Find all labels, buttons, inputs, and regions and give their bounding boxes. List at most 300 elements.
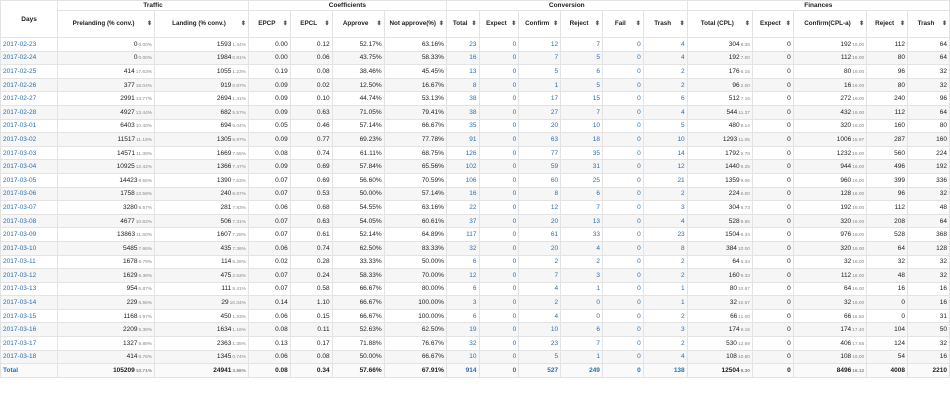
conv-confirm-cell[interactable] [519, 201, 561, 215]
day-link[interactable]: 2017-03-03 [3, 149, 37, 157]
conv-expect-cell[interactable] [479, 309, 519, 323]
conv-reject-cell[interactable] [561, 119, 603, 133]
sort-icon[interactable]: ⬍ [282, 21, 288, 27]
sort-icon[interactable]: ⬍ [859, 21, 865, 27]
sub-value: 17.40 [852, 328, 865, 334]
day-link[interactable]: 2017-03-16 [3, 326, 37, 334]
conv-fail-cell[interactable] [602, 92, 643, 106]
conv-total-cell[interactable] [446, 337, 479, 351]
conv-expect-cell[interactable] [479, 350, 519, 364]
conv-total-cell[interactable] [446, 133, 479, 147]
conv-trash-cell[interactable] [643, 337, 687, 351]
conv-confirm-cell[interactable] [519, 173, 561, 187]
day-link[interactable]: 2017-03-01 [3, 122, 37, 130]
value: 4 [681, 108, 685, 116]
value: 304 [728, 203, 740, 211]
sub-value: 9.14 [740, 124, 750, 130]
conv-total-cell[interactable] [446, 105, 479, 119]
conv-trash-cell[interactable] [643, 133, 687, 147]
conv-trash-cell[interactable] [643, 146, 687, 160]
day-link[interactable]: 2017-02-24 [3, 54, 37, 62]
col-reject[interactable]: Reject ⬍ [561, 11, 603, 38]
col-expect[interactable]: Expect ⬍ [479, 11, 519, 38]
day-link[interactable]: 2017-03-12 [3, 271, 37, 279]
conv-reject-cell[interactable] [561, 146, 603, 160]
fin-expect-cell [752, 255, 793, 269]
conv-total-cell[interactable] [446, 282, 479, 296]
conv-expect-cell[interactable] [479, 269, 519, 283]
conv-expect-cell[interactable] [479, 201, 519, 215]
col-epcp[interactable]: EPCP ⬍ [248, 11, 290, 38]
value: 0.14 [275, 299, 288, 307]
day-cell[interactable] [1, 119, 58, 133]
conv-fail-cell[interactable] [602, 255, 643, 269]
day-cell[interactable] [1, 309, 58, 323]
value: 0.63 [316, 217, 330, 225]
conv-reject-cell[interactable] [561, 187, 603, 201]
day-cell[interactable] [1, 51, 58, 65]
conv-reject-cell[interactable] [561, 51, 603, 65]
day-link[interactable]: 2017-03-06 [3, 190, 37, 198]
conv-trash-cell[interactable] [643, 296, 687, 310]
conv-fail-cell[interactable] [602, 51, 643, 65]
day-cell[interactable] [1, 228, 58, 242]
day-link[interactable]: 2017-03-07 [3, 203, 37, 211]
conv-reject-cell[interactable] [561, 323, 603, 337]
fin-expect-cell [752, 160, 793, 174]
conv-fail-cell[interactable] [602, 160, 643, 174]
col-not-approve[interactable]: Not approve(%) ⬍ [384, 11, 446, 38]
conv-trash-cell[interactable] [643, 160, 687, 174]
day-cell[interactable] [1, 38, 58, 52]
conv-fail-cell[interactable] [602, 364, 643, 378]
conv-total-cell[interactable] [446, 160, 479, 174]
value: 5 [554, 353, 559, 361]
col-epcl[interactable]: EPCL ⬍ [290, 11, 332, 38]
day-link[interactable]: 2017-03-04 [3, 163, 37, 171]
conv-expect-cell[interactable] [479, 364, 519, 378]
conv-trash-cell[interactable] [643, 173, 687, 187]
conv-confirm-cell[interactable] [519, 323, 561, 337]
conv-reject-cell[interactable] [561, 65, 603, 79]
conv-trash-cell[interactable] [643, 65, 687, 79]
conv-reject-cell[interactable] [561, 228, 603, 242]
days-header[interactable]: Days [1, 1, 58, 38]
conv-total-cell[interactable] [446, 350, 479, 364]
conv-confirm-cell[interactable] [519, 78, 561, 92]
conv-total-cell[interactable] [446, 323, 479, 337]
conv-fail-cell[interactable] [602, 133, 643, 147]
conv-expect-cell[interactable] [479, 255, 519, 269]
day-link[interactable]: 2017-02-25 [3, 67, 37, 75]
sort-icon[interactable]: ⬍ [438, 21, 444, 27]
conv-expect-cell[interactable] [479, 146, 519, 160]
conv-total-cell[interactable] [446, 38, 479, 52]
conv-fail-cell[interactable] [602, 323, 643, 337]
conv-confirm-cell[interactable] [519, 228, 561, 242]
conv-expect-cell[interactable] [479, 133, 519, 147]
col-fin-total[interactable]: Total (CPL) ⬍ [687, 11, 752, 38]
conv-expect-cell[interactable] [479, 228, 519, 242]
conv-reject-cell[interactable] [561, 133, 603, 147]
not-approve-cell [384, 241, 446, 255]
sort-icon[interactable]: ⬍ [511, 21, 517, 27]
col-trash[interactable]: Trash ⬍ [643, 11, 687, 38]
value: 1 [681, 299, 685, 307]
day-cell[interactable] [1, 105, 58, 119]
conv-fail-cell[interactable] [602, 350, 643, 364]
col-landing[interactable]: Landing (% conv.) ⬍ [155, 11, 249, 38]
conv-trash-cell[interactable] [643, 105, 687, 119]
day-link[interactable]: 2017-03-11 [3, 258, 36, 266]
conv-confirm-cell[interactable] [519, 241, 561, 255]
conv-fail-cell[interactable] [602, 65, 643, 79]
day-cell[interactable] [1, 241, 58, 255]
conv-confirm-cell[interactable] [519, 296, 561, 310]
day-cell[interactable] [1, 173, 58, 187]
conv-fail-cell[interactable] [602, 282, 643, 296]
approve-cell [332, 160, 384, 174]
sort-icon[interactable]: ⬍ [785, 21, 791, 27]
col-confirm[interactable]: Confirm ⬍ [519, 11, 561, 38]
sort-icon[interactable]: ⬍ [147, 21, 153, 27]
day-link[interactable]: 2017-03-08 [3, 217, 37, 225]
value: 79.41% [421, 108, 444, 116]
conv-confirm-cell[interactable] [519, 337, 561, 351]
conv-fail-cell[interactable] [602, 201, 643, 215]
conv-confirm-cell[interactable] [519, 269, 561, 283]
day-link[interactable]: 2017-03-14 [3, 299, 37, 307]
epcl-cell [290, 160, 332, 174]
day-cell[interactable] [1, 282, 58, 296]
conv-confirm-cell[interactable] [519, 133, 561, 147]
sub-value: 8.73 [740, 205, 750, 211]
value: 64 [939, 40, 947, 48]
conv-trash-cell[interactable] [643, 38, 687, 52]
conv-total-cell[interactable] [446, 201, 479, 215]
conv-trash-cell[interactable] [643, 309, 687, 323]
day-cell[interactable] [1, 214, 58, 228]
conv-trash-cell[interactable] [643, 228, 687, 242]
col-fin-reject[interactable]: Reject ⬍ [867, 11, 908, 38]
day-link[interactable]: 2017-02-28 [3, 108, 37, 116]
value: 0.28 [316, 258, 330, 266]
conv-expect-cell[interactable] [479, 323, 519, 337]
conv-reject-cell[interactable] [561, 337, 603, 351]
epcp-cell [248, 38, 290, 52]
day-link[interactable]: 2017-03-15 [3, 312, 37, 320]
sort-icon[interactable]: ⬍ [324, 21, 330, 27]
conv-total-cell[interactable] [446, 364, 479, 378]
day-cell[interactable] [1, 187, 58, 201]
conv-expect-cell[interactable] [479, 187, 519, 201]
conv-reject-cell[interactable] [561, 282, 603, 296]
day-link[interactable]: 2017-03-18 [3, 353, 37, 361]
conv-confirm-cell[interactable] [519, 51, 561, 65]
sub-value: 3.66% [232, 369, 246, 375]
conv-confirm-cell[interactable] [519, 364, 561, 378]
conv-total-cell[interactable] [446, 255, 479, 269]
value: 4 [596, 244, 600, 252]
conv-confirm-cell[interactable] [519, 214, 561, 228]
conv-reject-cell[interactable] [561, 214, 603, 228]
fin-reject-cell [867, 364, 908, 378]
value: 52.17% [359, 40, 382, 48]
conv-trash-cell[interactable] [643, 323, 687, 337]
fin-expect-cell [752, 337, 793, 351]
sort-icon[interactable]: ⬍ [594, 21, 600, 27]
conv-expect-cell[interactable] [479, 51, 519, 65]
day-cell[interactable] [1, 269, 58, 283]
sort-icon[interactable]: ⬍ [471, 21, 477, 27]
conv-confirm-cell[interactable] [519, 350, 561, 364]
conv-reject-cell[interactable] [561, 255, 603, 269]
conv-fail-cell[interactable] [602, 241, 643, 255]
value: 0 [637, 367, 641, 375]
day-link[interactable]: 2017-02-26 [3, 81, 37, 89]
conv-expect-cell[interactable] [479, 92, 519, 106]
col-fin-expect[interactable]: Expect ⬍ [752, 11, 793, 38]
col-approve[interactable]: Approve ⬍ [332, 11, 384, 38]
fin-trash-cell [908, 173, 950, 187]
conv-total-cell[interactable] [446, 51, 479, 65]
fin-reject-cell [867, 146, 908, 160]
conv-expect-cell[interactable] [479, 65, 519, 79]
value: 414 [123, 67, 135, 75]
day-cell[interactable] [1, 255, 58, 269]
day-cell[interactable] [1, 146, 58, 160]
day-cell[interactable] [1, 160, 58, 174]
sort-icon[interactable]: ⬍ [376, 21, 382, 27]
conv-expect-cell[interactable] [479, 296, 519, 310]
conv-trash-cell[interactable] [643, 255, 687, 269]
day-link[interactable]: 2017-03-02 [3, 135, 37, 143]
conv-confirm-cell[interactable] [519, 119, 561, 133]
conv-trash-cell[interactable] [643, 187, 687, 201]
conv-total-cell[interactable] [446, 119, 479, 133]
value: 192 [840, 40, 852, 48]
conv-reject-cell[interactable] [561, 364, 603, 378]
value: 496 [894, 163, 905, 171]
conv-fail-cell[interactable] [602, 309, 643, 323]
sort-icon[interactable]: ⬍ [240, 21, 246, 27]
sub-value: 9.78 [740, 151, 750, 157]
conv-confirm-cell[interactable] [519, 160, 561, 174]
day-link[interactable]: 2017-03-13 [3, 285, 37, 293]
conv-confirm-cell[interactable] [519, 282, 561, 296]
conv-fail-cell[interactable] [602, 78, 643, 92]
value: 15 [592, 95, 600, 103]
epcl-cell [290, 214, 332, 228]
conv-fail-cell[interactable] [602, 296, 643, 310]
value: 2 [681, 81, 685, 89]
conv-total-cell[interactable] [446, 92, 479, 106]
conv-expect-cell[interactable] [479, 160, 519, 174]
day-cell[interactable] [1, 323, 58, 337]
conv-trash-cell[interactable] [643, 364, 687, 378]
value: 1345 [216, 353, 232, 361]
conv-reject-cell[interactable] [561, 269, 603, 283]
conv-trash-cell[interactable] [643, 241, 687, 255]
conv-fail-cell[interactable] [602, 119, 643, 133]
col-fin-trash[interactable]: Trash ⬍ [908, 11, 950, 38]
fin-confirm-cell [793, 228, 866, 242]
not-approve-cell [384, 119, 446, 133]
conv-reject-cell[interactable] [561, 309, 603, 323]
conv-total-cell[interactable] [446, 187, 479, 201]
conv-expect-cell[interactable] [479, 38, 519, 52]
conv-total-cell[interactable] [446, 173, 479, 187]
conv-trash-cell[interactable] [643, 51, 687, 65]
sort-icon[interactable]: ⬍ [941, 21, 947, 27]
day-cell[interactable] [1, 65, 58, 79]
conv-expect-cell[interactable] [479, 105, 519, 119]
conv-fail-cell[interactable] [602, 228, 643, 242]
conv-total-cell[interactable] [446, 214, 479, 228]
day-cell[interactable] [1, 337, 58, 351]
value: 102 [465, 163, 477, 171]
sort-icon[interactable]: ⬍ [553, 21, 559, 27]
conv-reject-cell[interactable] [561, 160, 603, 174]
conv-reject-cell[interactable] [561, 173, 603, 187]
conv-reject-cell[interactable] [561, 241, 603, 255]
conv-trash-cell[interactable] [643, 201, 687, 215]
value: 32 [939, 190, 947, 198]
fin-total-cell [687, 78, 752, 92]
conv-reject-cell[interactable] [561, 105, 603, 119]
day-link[interactable]: 2017-02-27 [3, 95, 37, 103]
day-link[interactable]: 2017-02-23 [3, 40, 37, 48]
conv-expect-cell[interactable] [479, 119, 519, 133]
day-link[interactable]: 2017-03-09 [3, 231, 37, 239]
sort-icon[interactable]: ⬍ [744, 21, 750, 27]
conv-expect-cell[interactable] [479, 241, 519, 255]
day-cell[interactable] [1, 201, 58, 215]
value: 10 [592, 122, 600, 130]
conv-reject-cell[interactable] [561, 92, 603, 106]
conv-expect-cell[interactable] [479, 214, 519, 228]
conv-fail-cell[interactable] [602, 173, 643, 187]
value: 1440 [725, 163, 740, 171]
value: 0 [637, 244, 641, 252]
fin-confirm-cell [793, 282, 866, 296]
conv-trash-cell[interactable] [643, 78, 687, 92]
value: 0 [787, 108, 791, 116]
value: 0 [787, 122, 791, 130]
day-link[interactable]: 2017-03-05 [3, 176, 37, 184]
conv-fail-cell[interactable] [602, 269, 643, 283]
sort-icon[interactable]: ⬍ [899, 21, 905, 27]
fin-confirm-cell [793, 269, 866, 283]
col-prelanding[interactable]: Prelanding (% conv.) ⬍ [58, 11, 155, 38]
conv-confirm-cell[interactable] [519, 187, 561, 201]
conv-fail-cell[interactable] [602, 105, 643, 119]
sort-icon[interactable]: ⬍ [679, 21, 685, 27]
conv-trash-cell[interactable] [643, 214, 687, 228]
conv-confirm-cell[interactable] [519, 309, 561, 323]
conv-fail-cell[interactable] [602, 214, 643, 228]
value: 32 [939, 81, 947, 89]
value: 304 [728, 40, 740, 48]
value: 1984 [216, 54, 232, 62]
conv-fail-cell[interactable] [602, 146, 643, 160]
conv-total-cell[interactable] [446, 78, 479, 92]
conv-expect-cell[interactable] [479, 78, 519, 92]
value: 0 [637, 271, 641, 279]
epcp-cell [248, 337, 290, 351]
conv-reject-cell[interactable] [561, 201, 603, 215]
conv-fail-cell[interactable] [602, 38, 643, 52]
conv-fail-cell[interactable] [602, 337, 643, 351]
column-header-row [1, 11, 950, 38]
prelanding-cell [58, 146, 155, 160]
conv-reject-cell[interactable] [561, 38, 603, 52]
conv-confirm-cell[interactable] [519, 105, 561, 119]
day-cell[interactable] [1, 92, 58, 106]
col-fin-confirm[interactable]: Confirm(CPL-a) ⬍ [793, 11, 866, 38]
conv-expect-cell[interactable] [479, 173, 519, 187]
col-total[interactable]: Total ⬍ [446, 11, 479, 38]
fin-reject-cell [867, 282, 908, 296]
day-cell[interactable] [1, 296, 58, 310]
value: 0 [637, 135, 641, 143]
value: 0.09 [275, 163, 288, 171]
value: 0 [637, 67, 641, 75]
conv-fail-cell[interactable] [602, 187, 643, 201]
conv-trash-cell[interactable] [643, 92, 687, 106]
conv-confirm-cell[interactable] [519, 38, 561, 52]
table-row [1, 296, 950, 310]
conv-total-cell[interactable] [446, 296, 479, 310]
conv-reject-cell[interactable] [561, 78, 603, 92]
conv-expect-cell[interactable] [479, 282, 519, 296]
table-row [1, 38, 950, 52]
conv-reject-cell[interactable] [561, 296, 603, 310]
day-cell[interactable] [1, 350, 58, 364]
value: 1669 [216, 149, 232, 157]
sort-icon[interactable]: ⬍ [635, 21, 641, 27]
value: 368 [936, 231, 947, 239]
fin-reject-cell [867, 160, 908, 174]
value: 64 [897, 244, 905, 252]
conv-reject-cell[interactable] [561, 350, 603, 364]
conv-confirm-cell[interactable] [519, 146, 561, 160]
conv-expect-cell[interactable] [479, 337, 519, 351]
conv-total-cell[interactable] [446, 146, 479, 160]
day-cell[interactable] [1, 78, 58, 92]
conv-trash-cell[interactable] [643, 119, 687, 133]
approve-cell [332, 269, 384, 283]
conv-total-cell[interactable] [446, 309, 479, 323]
day-cell[interactable] [1, 133, 58, 147]
conv-confirm-cell[interactable] [519, 255, 561, 269]
conv-total-cell[interactable] [446, 228, 479, 242]
conv-trash-cell[interactable] [643, 350, 687, 364]
conv-total-cell[interactable] [446, 269, 479, 283]
day-link[interactable]: 2017-03-10 [3, 244, 37, 252]
total-label: Total [1, 364, 58, 378]
conv-total-cell[interactable] [446, 65, 479, 79]
prelanding-cell [58, 364, 155, 378]
col-fail[interactable]: Fail ⬍ [602, 11, 643, 38]
conv-total-cell[interactable] [446, 241, 479, 255]
conv-confirm-cell[interactable] [519, 92, 561, 106]
conv-trash-cell[interactable] [643, 282, 687, 296]
sub-value: 13.59% [135, 192, 153, 198]
conv-confirm-cell[interactable] [519, 65, 561, 79]
conv-trash-cell[interactable] [643, 269, 687, 283]
day-link[interactable]: 2017-03-17 [3, 339, 37, 347]
